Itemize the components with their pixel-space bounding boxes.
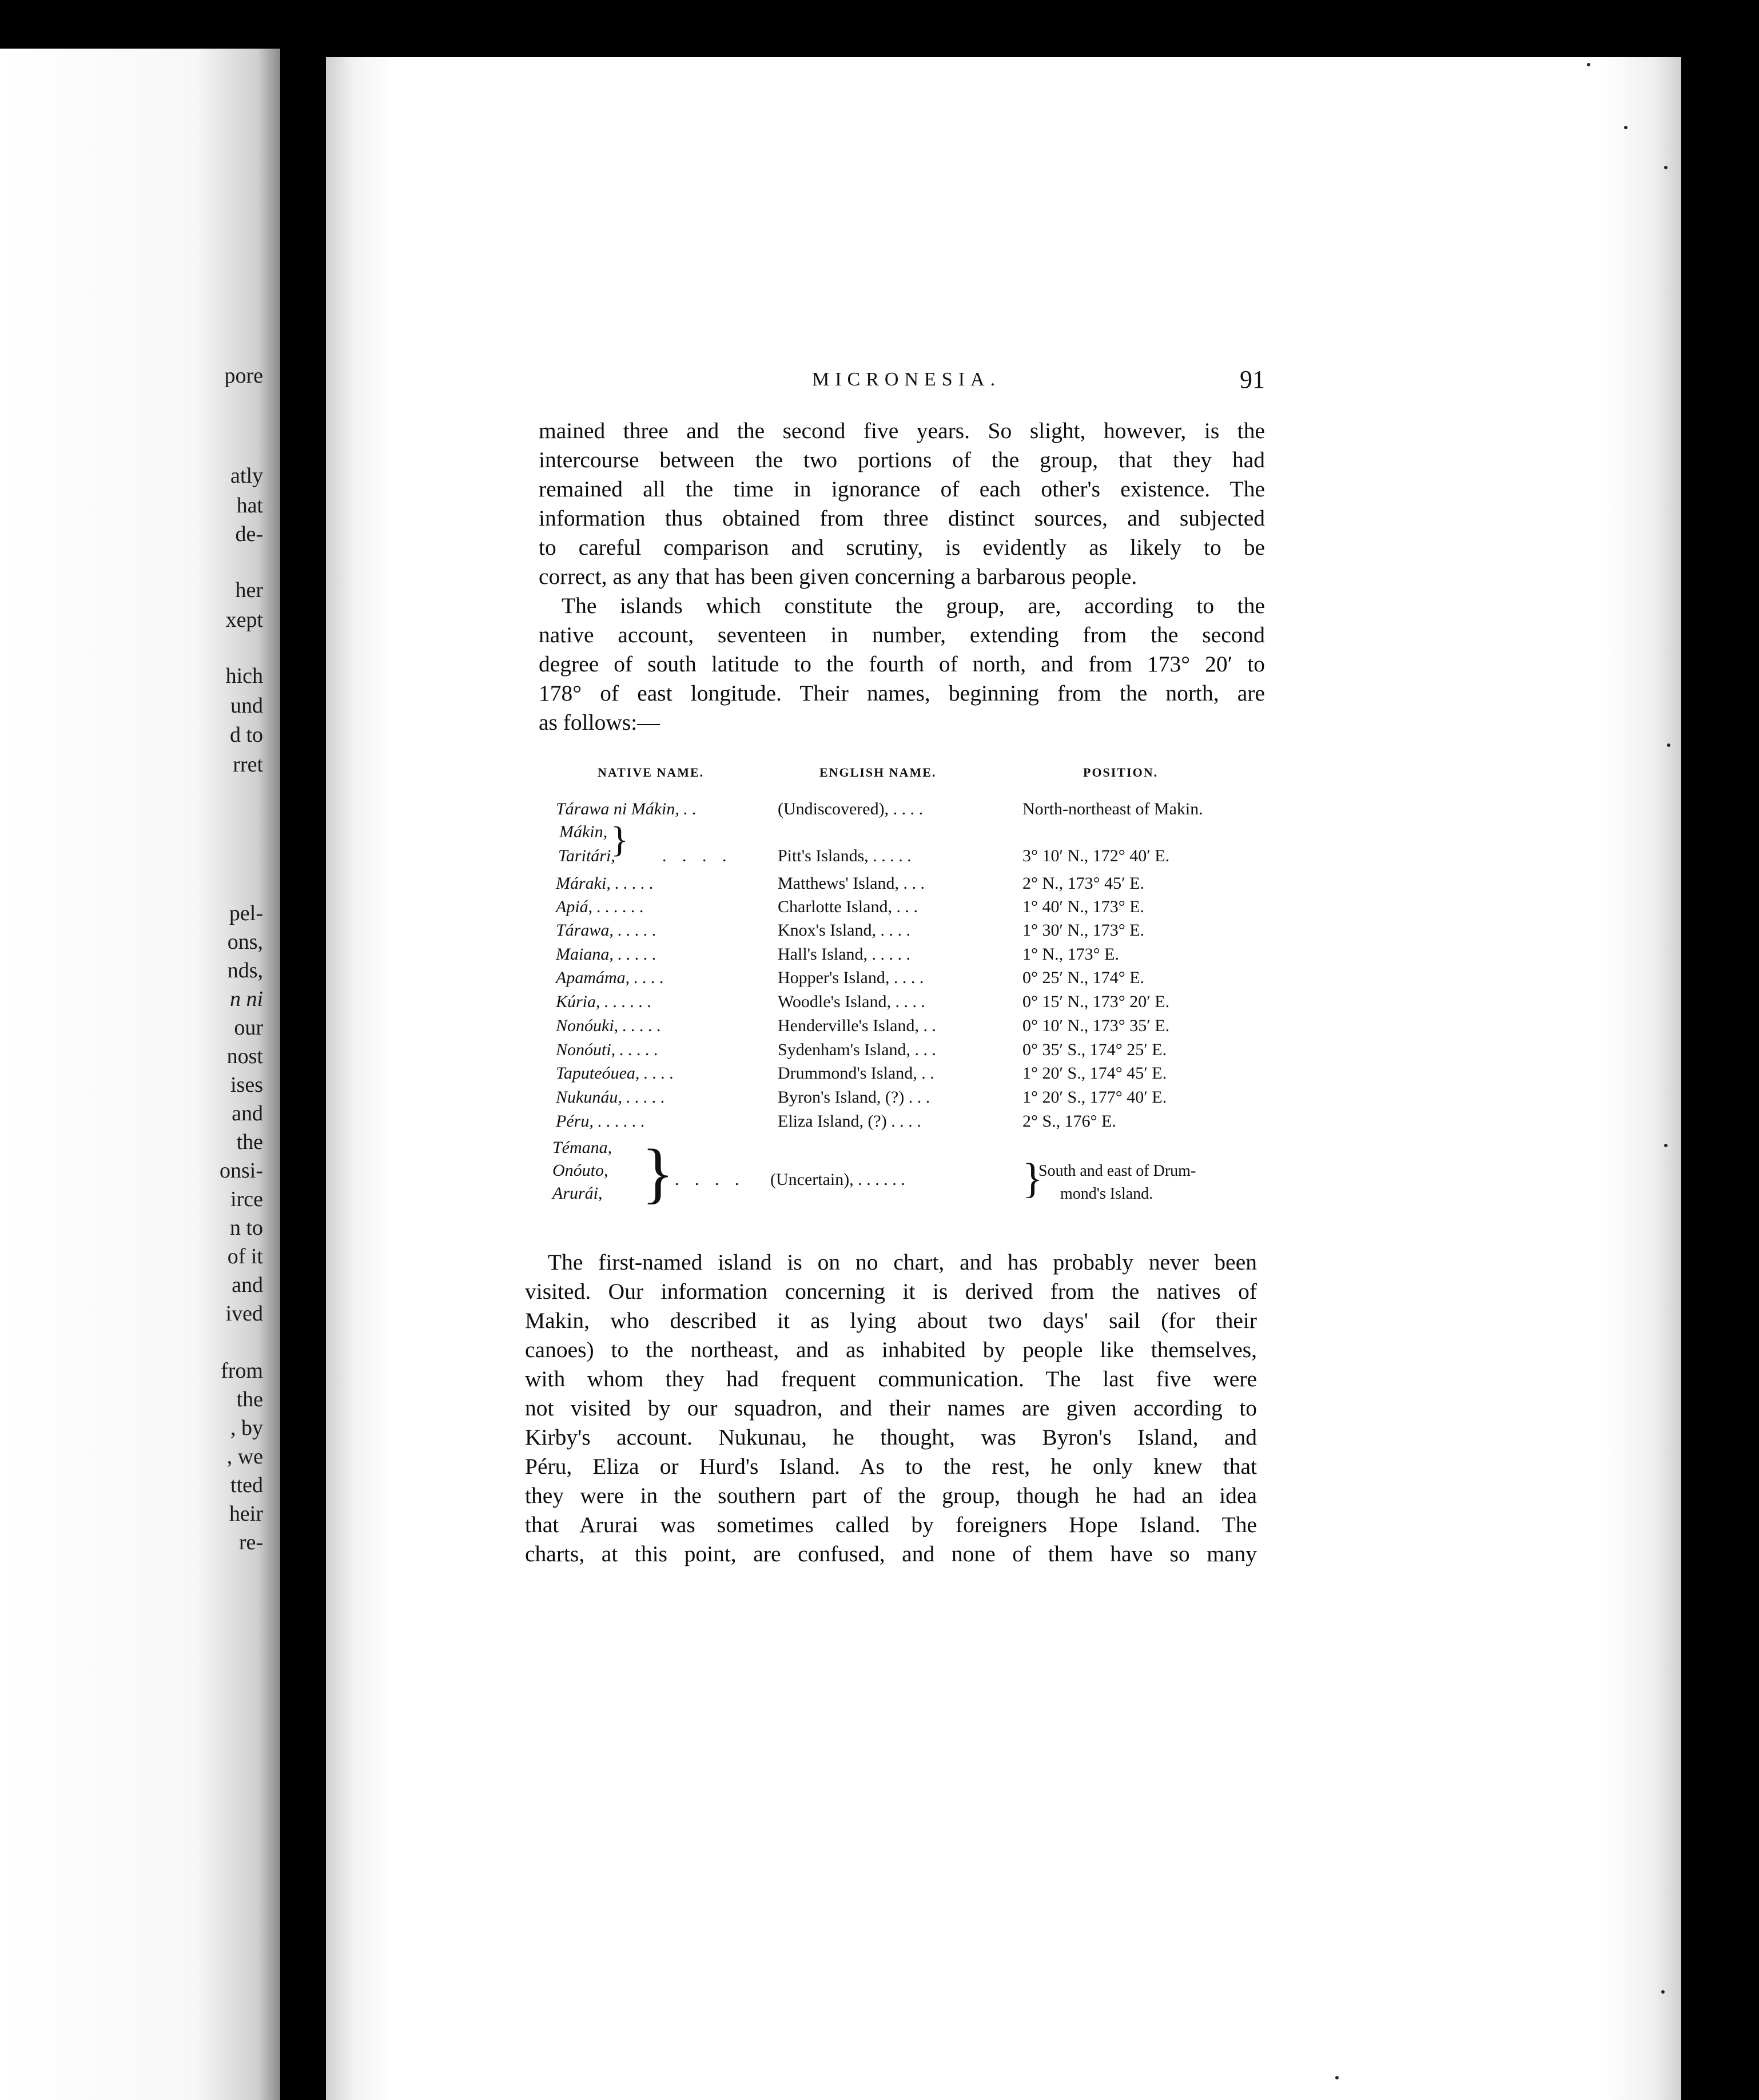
paragraph-islands-intro bbox=[539, 591, 1265, 737]
english-name-cell: Drummond's Island, . . bbox=[778, 1064, 934, 1083]
text-line: charts, at this point, are confused, and none of them have so many bbox=[525, 1541, 1257, 1566]
position-cell: 0° 25′ N., 174° E. bbox=[1022, 968, 1145, 987]
table-header-english-name: ENGLISH NAME. bbox=[819, 765, 937, 779]
text-line: with whom they had frequent communication. The last five were bbox=[525, 1366, 1257, 1391]
position-cell: 2° S., 176° E. bbox=[1022, 1112, 1117, 1131]
text-line: that Arurai was sometimes called by foreigners Hope Island. The bbox=[525, 1512, 1257, 1537]
text-line: not visited by our squadron, and their names are given according to bbox=[525, 1395, 1257, 1421]
english-name-cell: Pitt's Islands, . . . . . bbox=[778, 846, 912, 865]
position-cell: 0° 10′ N., 173° 35′ E. bbox=[1022, 1016, 1170, 1035]
previous-page-fragment: atly bbox=[230, 464, 263, 488]
english-name-cell: (Undiscovered), . . . . bbox=[778, 800, 924, 818]
previous-page-fragment: und bbox=[230, 694, 263, 718]
previous-page-fragment: from bbox=[221, 1359, 263, 1383]
speck-mark bbox=[1624, 126, 1627, 129]
previous-page-fragment: ons, bbox=[227, 930, 263, 954]
position-cell: North-northeast of Makin. bbox=[1022, 800, 1203, 818]
position-cell: 1° 30′ N., 173° E. bbox=[1022, 921, 1145, 940]
position-cell: 1° 40′ N., 173° E. bbox=[1022, 897, 1145, 916]
native-name-cell: Apamáma, . . . . bbox=[556, 968, 664, 987]
text-line: mained three and the second five years. So slight, however, is the bbox=[539, 418, 1265, 443]
english-name-cell: Knox's Island, . . . . bbox=[778, 921, 911, 940]
native-name-cell: Tárawa, . . . . . bbox=[556, 921, 656, 940]
leader-dots: . . . . bbox=[662, 846, 733, 865]
previous-page-fragment: onsi- bbox=[220, 1159, 263, 1183]
leader-dots: . . . . bbox=[675, 1170, 745, 1189]
speck-mark bbox=[1664, 166, 1668, 169]
previous-page-fragment: pore bbox=[224, 364, 263, 388]
text-line: they were in the southern part of the group, though he had an idea bbox=[525, 1483, 1257, 1508]
previous-page-fragment: d to bbox=[229, 723, 263, 747]
text-line: canoes) to the northeast, and as inhabited by people like themselves, bbox=[525, 1337, 1257, 1362]
text-line: to careful comparison and scrutiny, is evidently as likely to be bbox=[539, 535, 1265, 560]
current-page bbox=[326, 57, 1681, 2100]
paragraph-continued bbox=[539, 416, 1265, 591]
text-line: correct, as any that has been given concerning a barbarous people. bbox=[539, 564, 1137, 589]
brace-mark: } bbox=[642, 1135, 674, 1210]
english-name-cell: (Uncertain), . . . . . . bbox=[770, 1170, 905, 1189]
speck-mark bbox=[1587, 63, 1590, 66]
english-name-cell: Sydenham's Island, . . . bbox=[778, 1040, 937, 1059]
position-cell: 3° 10′ N., 172° 40′ E. bbox=[1022, 846, 1170, 865]
previous-page-fragment: ises bbox=[230, 1073, 263, 1097]
previous-page-fragment: pel- bbox=[229, 901, 263, 925]
english-name-cell: Matthews' Island, . . . bbox=[778, 874, 925, 893]
text-line: Makin, who described it as lying about two days' sail (for their bbox=[525, 1308, 1257, 1333]
previous-page-fragment: ived bbox=[225, 1302, 263, 1326]
previous-page-fragment: rret bbox=[233, 753, 263, 777]
paragraph-first-named-island bbox=[525, 1248, 1257, 1569]
native-name-cell: Nonóuti, . . . . . bbox=[556, 1040, 659, 1059]
position-cell: 2° N., 173° 45′ E. bbox=[1022, 874, 1145, 893]
previous-page-fragment: and bbox=[232, 1273, 263, 1297]
previous-page-fragment: her bbox=[235, 578, 263, 602]
position-cell: 1° N., 173° E. bbox=[1022, 945, 1119, 964]
text-line: The islands which constitute the group, are, according to the bbox=[562, 593, 1265, 618]
previous-page-fragment: de- bbox=[235, 522, 263, 546]
previous-page-fragment: n ni bbox=[229, 987, 263, 1011]
previous-page-fragment: re- bbox=[238, 1530, 263, 1554]
table-header-native-name: NATIVE NAME. bbox=[598, 765, 705, 779]
text-line: as follows:— bbox=[539, 710, 660, 735]
previous-page-fragment: and bbox=[232, 1101, 263, 1125]
previous-page-fragment: heir bbox=[229, 1502, 263, 1526]
native-name-cell: Kúria, . . . . . . bbox=[556, 992, 652, 1011]
brace-mark: } bbox=[1022, 1155, 1043, 1202]
running-head: MICRONESIA. bbox=[812, 369, 1001, 390]
native-name-cell: Maiana, . . . . . bbox=[556, 945, 656, 964]
speck-mark bbox=[1335, 2076, 1339, 2079]
english-name-cell: Henderville's Island, . . bbox=[778, 1016, 937, 1035]
position-cell: 1° 20′ S., 177° 40′ E. bbox=[1022, 1088, 1167, 1107]
page-number: 91 bbox=[1240, 365, 1265, 393]
uncertain-islands-group bbox=[552, 1138, 612, 1207]
previous-page-fragment: hat bbox=[236, 494, 263, 518]
text-line: Kirby's account. Nukunau, he thought, was Byron's Island, and bbox=[525, 1425, 1257, 1450]
english-name-cell: Charlotte Island, . . . bbox=[778, 897, 918, 916]
text-line: visited. Our information concerning it is derived from the natives of bbox=[525, 1279, 1257, 1304]
previous-page-fragment: n to bbox=[229, 1216, 263, 1240]
text-line: degree of south latitude to the fourth of north, and from 173° 20′ to bbox=[539, 651, 1265, 677]
previous-page-fragment: , we bbox=[226, 1445, 263, 1469]
position-cell: 0° 35′ S., 174° 25′ E. bbox=[1022, 1040, 1167, 1059]
english-name-cell: Woodle's Island, . . . . bbox=[778, 992, 925, 1011]
native-name-cell: Nukunáu, . . . . . bbox=[556, 1088, 665, 1107]
previous-page-fragment: the bbox=[236, 1387, 263, 1411]
native-name-cell: Taputeóuea, . . . . bbox=[556, 1064, 674, 1083]
previous-page-fragment: xept bbox=[225, 608, 263, 632]
native-name-cell: Tárawa ni Mákin, . . bbox=[556, 800, 697, 818]
text-line: The first-named island is on no chart, and has probably never been bbox=[548, 1250, 1257, 1275]
previous-page-fragment: of it bbox=[227, 1244, 263, 1268]
group-position bbox=[1038, 1160, 1196, 1206]
previous-page-fragment: our bbox=[234, 1016, 263, 1040]
native-name-cell: Apiá, . . . . . . bbox=[556, 897, 644, 916]
native-name-cell: Témana, bbox=[552, 1138, 612, 1157]
table-header-position: POSITION. bbox=[1083, 765, 1159, 779]
text-line: information thus obtained from three distinct sources, and subjected bbox=[539, 506, 1265, 531]
speck-mark bbox=[1661, 1990, 1665, 1994]
text-line: native account, seventeen in number, extending from the second bbox=[539, 622, 1265, 647]
position-cell: 1° 20′ S., 174° 45′ E. bbox=[1022, 1064, 1167, 1083]
native-name-cell: Taritári, bbox=[558, 846, 615, 865]
english-name-cell: Eliza Island, (?) . . . . bbox=[778, 1112, 921, 1131]
previous-page-fragment: nost bbox=[226, 1044, 263, 1068]
position-line: mond's Island. bbox=[1060, 1185, 1153, 1203]
previous-page-fragment: irce bbox=[230, 1187, 263, 1211]
english-name-cell: Hopper's Island, . . . . bbox=[778, 968, 924, 987]
english-name-cell: Hall's Island, . . . . . bbox=[778, 945, 911, 964]
previous-page-fragment: , by bbox=[230, 1416, 263, 1440]
native-name-cell: Péru, . . . . . . bbox=[556, 1112, 645, 1131]
text-line: 178° of east longitude. Their names, beginning from the north, are bbox=[539, 681, 1265, 706]
position-line: South and east of Drum- bbox=[1038, 1162, 1196, 1180]
previous-page-fragment: the bbox=[236, 1130, 263, 1154]
previous-page-fragment: tted bbox=[230, 1473, 263, 1497]
previous-page-fragment: hich bbox=[225, 664, 263, 688]
native-name-cell: Onóuto, bbox=[552, 1161, 608, 1180]
previous-page bbox=[0, 49, 280, 2100]
position-cell: 0° 15′ N., 173° 20′ E. bbox=[1022, 992, 1170, 1011]
speck-mark bbox=[1664, 1144, 1668, 1147]
english-name-cell: Byron's Island, (?) . . . bbox=[778, 1088, 930, 1107]
text-line: intercourse between the two portions of the group, that they had bbox=[539, 447, 1265, 472]
native-name-cell: Mákin, bbox=[559, 822, 608, 841]
brace-mark: } bbox=[611, 819, 628, 860]
native-name-cell: Máraki, . . . . . bbox=[556, 874, 654, 893]
native-name-cell: Arurái, bbox=[552, 1184, 603, 1203]
text-line: Péru, Eliza or Hurd's Island. As to the rest, he only knew that bbox=[525, 1454, 1257, 1479]
native-name-cell: Nonóuki, . . . . . bbox=[556, 1016, 662, 1035]
previous-page-fragment: nds, bbox=[227, 958, 263, 983]
speck-mark bbox=[1667, 743, 1670, 747]
text-line: remained all the time in ignorance of each other's existence. The bbox=[539, 476, 1265, 502]
